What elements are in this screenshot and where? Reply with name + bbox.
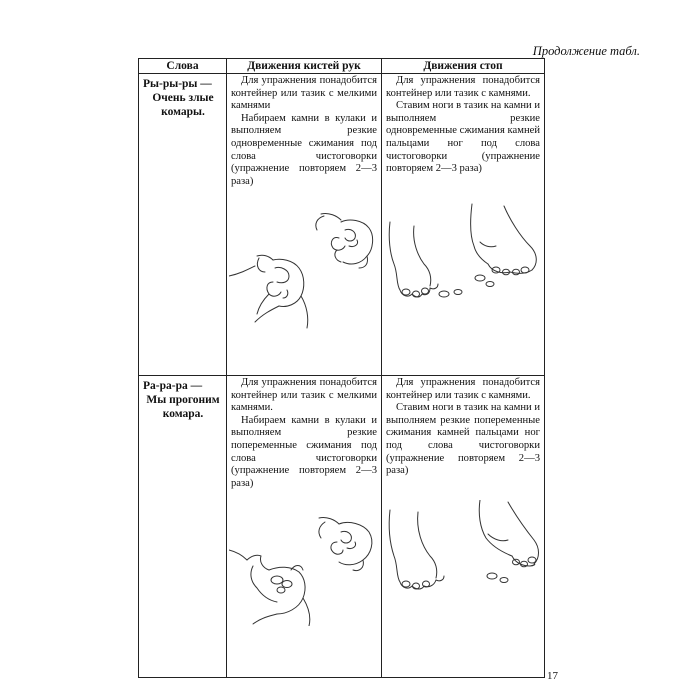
words-cell <box>139 74 227 376</box>
words-line: Ра-ра-ра — <box>143 380 203 392</box>
hands-description: Для упражнения понадобится контейнер или тазик с мелкими камнями <box>231 75 377 112</box>
feet-cell <box>382 376 545 678</box>
feet-description: Для упражнения понадобится контейнер или тазик с камнями. <box>386 377 540 401</box>
header-words: Слова <box>139 59 227 74</box>
hands-description: Набираем камни в кулаки и выполняем резкие одновременные сжимания под слова чистоговорки (упражнение повторяем 2—3 раза) <box>231 112 377 187</box>
feet-description: Ставим ноги в тазик на камни и выполняем резкие одновременные сжимания камней пальцами ног под слова чистоговорки (упражнение повторяем 2—3 раза) <box>386 100 540 175</box>
hands-description: Набираем камни в кулаки и выполняем резкие попеременные сжимания под слова чистоговорки (упражнение повторяем 2—3 раза) <box>231 414 377 489</box>
table-row <box>139 376 545 678</box>
feet-on-stones-illustration <box>384 202 542 307</box>
alternating-feet-illustration <box>384 500 542 600</box>
feet-description: Ставим ноги в тазик на камни и выполняем резкие попеременные сжимания камней пальцами ног под слова чистоговорки (упражнение повторяем 2—3 раза) <box>386 402 540 477</box>
table-header-row <box>139 59 545 74</box>
page-number: 17 <box>547 670 558 682</box>
header-hand-movements: Движения кистей рук <box>227 59 382 74</box>
hands-cell <box>227 74 382 376</box>
exercise-table <box>138 58 545 678</box>
hands-cell <box>227 376 382 678</box>
feet-description: Для упражнения понадобится контейнер или тазик с камнями. <box>386 75 540 99</box>
words-cell <box>139 376 227 678</box>
hands-description: Для упражнения понадобится контейнер или тазик с мелкими камнями. <box>231 377 377 414</box>
continuation-label: Продолжение табл. <box>532 44 640 58</box>
words-line: Мы прогоним комара. <box>146 394 220 420</box>
header-foot-movements: Движения стоп <box>382 59 545 74</box>
feet-cell <box>382 74 545 376</box>
fists-with-stones-illustration <box>229 210 379 335</box>
words-line: Ры-ры-ры — <box>143 78 212 90</box>
table-row <box>139 74 545 376</box>
alternating-hands-illustration <box>229 516 379 626</box>
words-line: Очень злые комары. <box>152 92 214 118</box>
